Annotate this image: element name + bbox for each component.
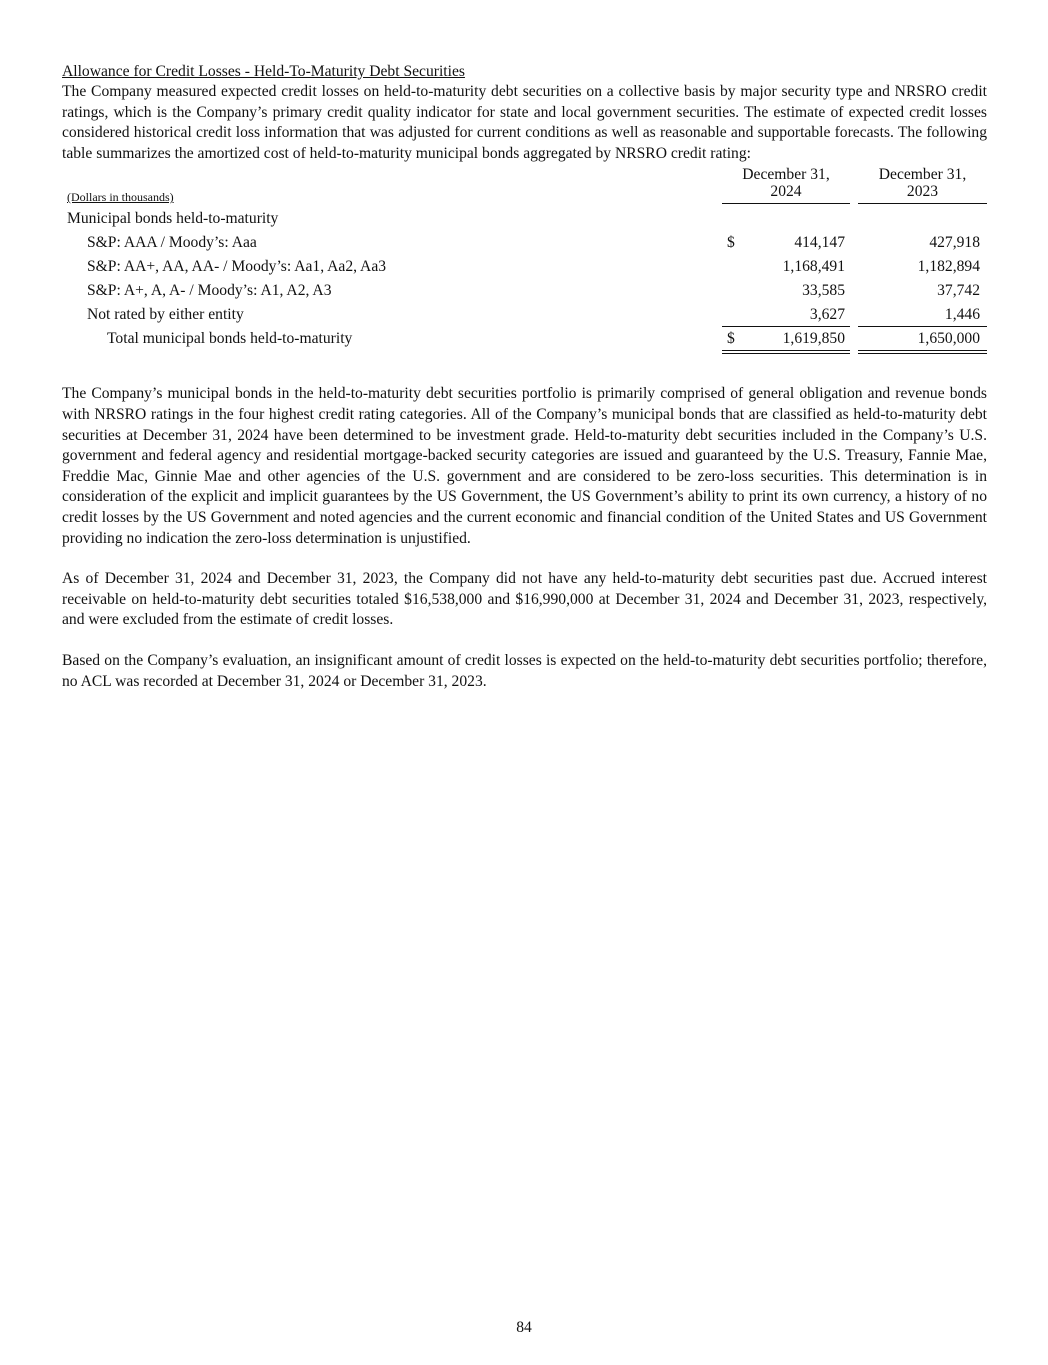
column-header-2024 (722, 166, 850, 200)
total-value-2024: 1,619,850 (782, 330, 845, 348)
value-2023: 1,446 (944, 306, 980, 324)
section-heading: Allowance for Credit Losses - Held-To-Maturity Debt Securities (62, 63, 465, 80)
total-value-2023: 1,650,000 (917, 330, 980, 348)
paragraph-conclusion: Based on the Company’s evaluation, an insignificant amount of credit losses is expected on the held-to-maturity debt securities portfolio; therefore, no ACL was recorded at December 31, 2024 or December 31, 2023. (62, 651, 987, 690)
column-header-2023-line1: December 31, (878, 166, 967, 184)
column-header-2023 (858, 166, 987, 200)
column-header-2024-line1: December 31, (742, 166, 830, 184)
table-row (62, 255, 987, 279)
value-2024: 414,147 (794, 234, 845, 252)
value-2024: 1,168,491 (782, 258, 845, 276)
total-label: Total municipal bonds held-to-maturity (107, 330, 353, 348)
table-row (62, 279, 987, 303)
row-label: S&P: AAA / Moody’s: Aaa (87, 234, 257, 252)
value-2023: 427,918 (929, 234, 980, 252)
value-2023: 37,742 (937, 282, 980, 300)
table-total-row (62, 327, 987, 351)
row-label: S&P: A+, A, A- / Moody’s: A1, A2, A3 (87, 282, 332, 300)
value-2024: 3,627 (809, 306, 845, 324)
credit-rating-table (62, 164, 987, 350)
paragraph-past-due: As of December 31, 2024 and December 31, 2023, the Company did not have any held-to-maturity debt securities past due. Accrued interest receivable on held-to-maturity debt securities totaled $16,538,000 and $16,990,000 at December 31, 2024 and December 31, 2023, respectively, and were excluded from the estimate of credit losses. (62, 570, 987, 629)
currency-symbol: $ (727, 234, 735, 252)
value-2024: 33,585 (802, 282, 845, 300)
table-row (62, 303, 987, 327)
table-group-row (62, 207, 987, 231)
page-number: 84 (516, 1319, 532, 1336)
column-header-2024-line2: 2024 (770, 183, 802, 201)
group-label: Municipal bonds held-to-maturity (67, 210, 279, 228)
paragraph-zero-loss: The Company’s municipal bonds in the held-to-maturity debt securities portfolio is primarily comprised of general obligation and revenue bonds with NRSRO ratings in the four highest credit rating categories. All of the Company’s municipal bonds that are classified as held-to-maturity debt securities at December 31, 2024 have been determined to be investment grade. Held-to-maturity debt securities included in the Company’s U.S. government and federal agency and residential mortgage-backed security categories are issued and guaranteed by the U.S. Treasury, Fannie Mae, Freddie Mac, Ginnie Mae and other agencies of the U.S. government and are considered to be zero-loss securities. This determination is in consideration of the explicit and implicit guarantees by the US Government, the US Government’s ability to print its own currency, a history of no credit losses by the US Government and noted agencies and the current economic and financial condition of the United States and US Government providing no indication the zero-loss determination is unjustified. (62, 385, 987, 547)
table-row (62, 231, 987, 255)
row-label: S&P: AA+, AA, AA- / Moody’s: Aa1, Aa2, Aa3 (87, 258, 387, 276)
row-label: Not rated by either entity (87, 306, 244, 324)
column-header-2023-line2: 2023 (906, 183, 939, 201)
total-double-rule-2024 (722, 350, 850, 354)
currency-symbol: $ (727, 330, 735, 348)
value-2023: 1,182,894 (917, 258, 980, 276)
total-double-rule-2023 (858, 350, 987, 354)
document-page (62, 62, 987, 692)
intro-paragraph: The Company measured expected credit losses on held-to-maturity debt securities on a collective basis by major security type and NRSRO credit ratings, which is the Company’s primary credit quality indicator for state and local government securities. The estimate of expected credit losses considered historical credit loss information that was adjusted for current conditions as well as reasonable and supportable forecasts. The following table summarizes the amortized cost of held-to-maturity municipal bonds aggregated by NRSRO credit rating: (62, 83, 987, 162)
units-label: (Dollars in thousands) (67, 190, 174, 205)
